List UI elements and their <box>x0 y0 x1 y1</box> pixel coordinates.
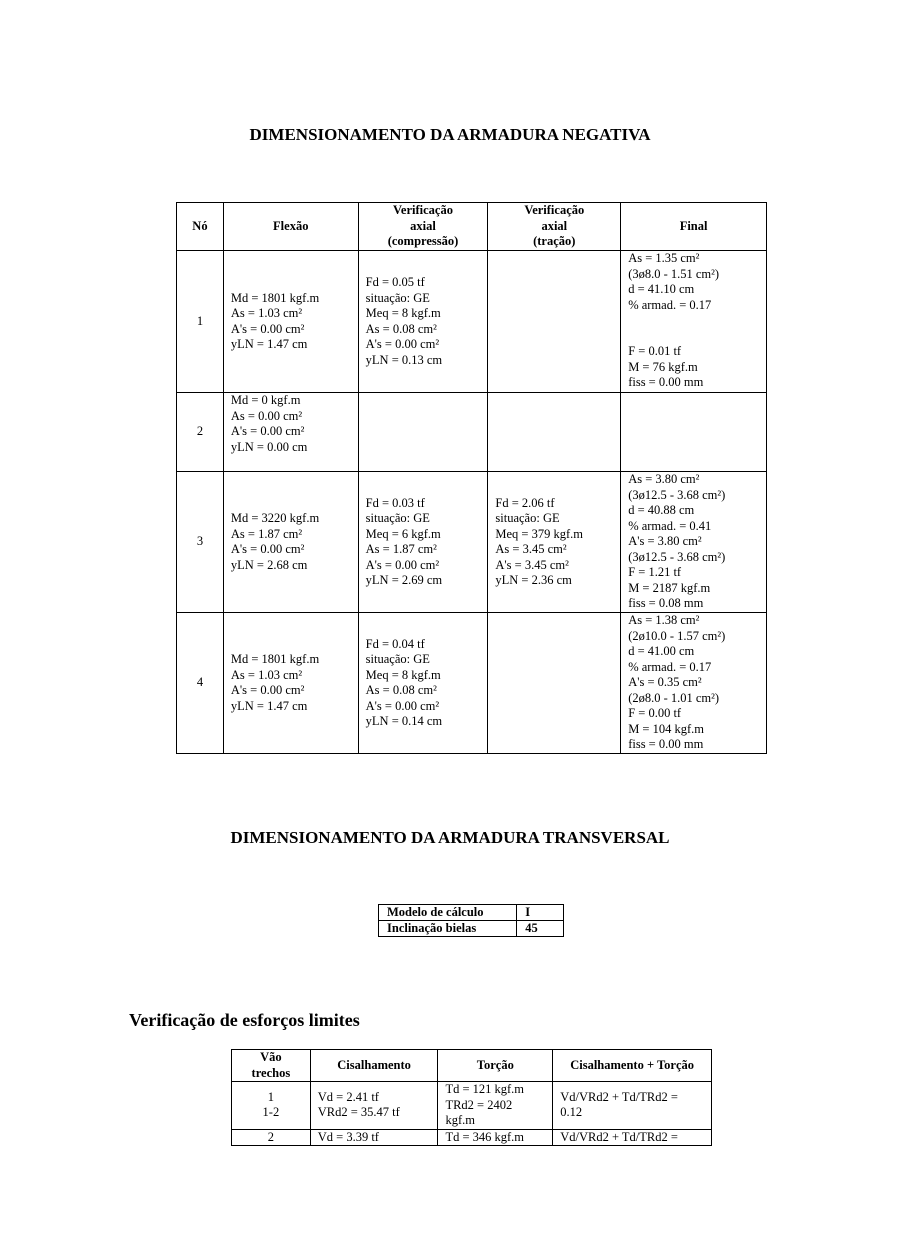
cell-line: fiss = 0.00 mm <box>628 737 704 751</box>
node-number: 2 <box>177 393 224 472</box>
cell-line: F = 1.21 tf <box>628 565 682 579</box>
transverse-reinforcement-title: DIMENSIONAMENTO DA ARMADURA TRANSVERSAL <box>230 828 670 847</box>
cell-line: yLN = 1.47 cm <box>230 337 308 351</box>
cell-line: A's = 0.35 cm² <box>628 675 702 689</box>
flexao-cell <box>223 613 358 754</box>
cell-line: (3ø12.5 - 3.68 cm²) <box>628 487 726 502</box>
cell-line: situação: GE <box>365 290 430 305</box>
cell-line: As = 1.87 cm² <box>365 542 437 556</box>
node-number: 4 <box>177 613 224 754</box>
tracao-cell <box>488 472 621 613</box>
header-torcao: Torção <box>438 1050 553 1082</box>
vao-cell <box>232 1082 311 1130</box>
cell-line: Fd = 0.05 tf <box>365 275 425 289</box>
cell-line: 2 <box>267 1129 274 1144</box>
cis-torcao-cell <box>553 1082 712 1130</box>
vao-cell <box>232 1129 311 1146</box>
cell-line: A's = 3.45 cm² <box>495 557 569 572</box>
cell-line: Fd = 0.04 tf <box>365 636 425 651</box>
header-vao: Vão trechos <box>232 1050 311 1082</box>
compressao-cell <box>358 613 488 754</box>
final-cell <box>621 251 767 393</box>
cell-line: yLN = 0.14 cm <box>365 714 443 728</box>
cell-line: As = 1.35 cm² <box>628 251 700 265</box>
cell-line: fiss = 0.00 mm <box>628 375 704 389</box>
spacer <box>628 313 759 344</box>
cell-line: (2ø10.0 - 1.57 cm²) <box>628 628 726 643</box>
cell-line: Meq = 8 kgf.m <box>365 667 441 682</box>
cell-line: d = 41.00 cm <box>628 644 695 658</box>
cell-line: As = 1.38 cm² <box>628 613 700 627</box>
limits-check-heading: Verificação de esforços limites <box>129 1010 360 1030</box>
cell-line: Td = 346 kgf.m <box>445 1129 525 1144</box>
torcao-cell <box>438 1129 553 1146</box>
cell-line: TRd2 = 2402 <box>445 1097 513 1112</box>
cell-line: As = 1.87 cm² <box>230 526 303 541</box>
cell-line: A's = 0.00 cm² <box>230 683 305 697</box>
header-cisalhamento: Cisalhamento <box>310 1050 438 1082</box>
cell-line: (3ø8.0 - 1.51 cm²) <box>628 266 720 281</box>
cell-line: As = 0.00 cm² <box>230 408 303 423</box>
node-number: 1 <box>177 251 224 393</box>
table-row <box>177 251 767 393</box>
flexao-cell <box>223 393 358 472</box>
compressao-cell <box>358 251 488 393</box>
header-flexao: Flexão <box>223 203 358 251</box>
cell-line: d = 41.10 cm <box>628 282 695 296</box>
cell-line: As = 0.08 cm² <box>365 683 437 697</box>
cell-line: kgf.m <box>445 1113 475 1127</box>
cell-line: Fd = 2.06 tf <box>495 495 555 510</box>
inclination-value: 45 <box>517 921 564 937</box>
cell-line: Md = 1801 kgf.m <box>230 652 320 666</box>
cell-line: VRd2 = 35.47 tf <box>317 1105 400 1120</box>
table-row <box>232 1082 712 1130</box>
table-row <box>232 1129 712 1146</box>
tracao-cell <box>488 393 621 472</box>
flexao-cell <box>223 251 358 393</box>
cell-line: A's = 0.00 cm² <box>230 321 305 336</box>
cell-line: As = 3.80 cm² <box>628 472 700 486</box>
negative-reinforcement-title: DIMENSIONAMENTO DA ARMADURA NEGATIVA <box>249 125 651 144</box>
table-row <box>177 393 767 472</box>
cell-line: Vd = 2.41 tf <box>317 1089 379 1104</box>
header-compressao: Verificação axial (compressão) <box>358 203 488 251</box>
cell-line: A's = 0.00 cm² <box>365 337 440 351</box>
final-cell <box>621 613 767 754</box>
cell-line: M = 76 kgf.m <box>628 359 698 374</box>
model-label: Modelo de cálculo <box>379 905 517 921</box>
model-value: I <box>517 905 564 921</box>
cell-line: Vd/VRd2 + Td/TRd2 = <box>560 1089 678 1104</box>
header-final: Final <box>621 203 767 251</box>
cell-line: yLN = 2.69 cm <box>365 573 443 587</box>
header-cis-torcao: Cisalhamento + Torção <box>553 1050 712 1082</box>
inclination-label: Inclinação bielas <box>379 921 517 937</box>
cell-line: As = 1.03 cm² <box>230 667 303 682</box>
cell-line: A's = 0.00 cm² <box>230 424 305 438</box>
cell-line: Md = 1801 kgf.m <box>230 290 320 305</box>
torcao-cell <box>438 1082 553 1130</box>
cell-line: Meq = 6 kgf.m <box>365 526 441 541</box>
compressao-cell <box>358 393 488 472</box>
cell-line: fiss = 0.08 mm <box>628 596 704 610</box>
cell-line: situação: GE <box>495 511 560 525</box>
inclination-row <box>379 921 564 937</box>
negative-reinforcement-table <box>176 202 767 754</box>
cell-line: As = 3.45 cm² <box>495 542 567 556</box>
limits-header-row <box>232 1050 712 1082</box>
cell-line: 1-2 <box>262 1105 280 1120</box>
cell-line: yLN = 1.47 cm <box>230 698 308 713</box>
cell-line: yLN = 0.13 cm <box>365 352 443 367</box>
cell-line: M = 104 kgf.m <box>628 721 704 736</box>
cell-line: d = 40.88 cm <box>628 503 695 517</box>
cell-line: situação: GE <box>365 652 430 666</box>
cisalhamento-cell <box>310 1082 438 1130</box>
table-header-row <box>177 203 767 251</box>
tracao-cell <box>488 613 621 754</box>
calculation-model-table <box>378 904 564 937</box>
compressao-cell <box>358 472 488 613</box>
cell-line: 1 <box>267 1089 274 1104</box>
flexao-cell <box>223 472 358 613</box>
header-tracao: Verificação axial (tração) <box>488 203 621 251</box>
cell-line: Vd/VRd2 + Td/TRd2 = <box>560 1129 678 1144</box>
cell-line: F = 0.01 tf <box>628 344 682 358</box>
table-row <box>177 613 767 754</box>
cell-line: Vd = 3.39 tf <box>317 1129 379 1144</box>
cell-line: % armad. = 0.41 <box>628 518 712 533</box>
limits-check-table <box>231 1049 712 1146</box>
model-row <box>379 905 564 921</box>
cell-line: 0.12 <box>560 1105 583 1120</box>
cell-line: (2ø8.0 - 1.01 cm²) <box>628 690 720 705</box>
cell-line: yLN = 2.68 cm <box>230 557 308 572</box>
cell-line: F = 0.00 tf <box>628 706 682 720</box>
cell-line: Td = 121 kgf.m <box>445 1082 525 1096</box>
cell-line: M = 2187 kgf.m <box>628 580 711 595</box>
cell-line: Meq = 379 kgf.m <box>495 526 583 541</box>
cell-line: A's = 0.00 cm² <box>365 698 440 713</box>
cell-line: situação: GE <box>365 511 430 525</box>
cell-line: As = 1.03 cm² <box>230 306 303 320</box>
cell-line: (3ø12.5 - 3.68 cm²) <box>628 549 726 564</box>
cell-line: yLN = 0.00 cm <box>230 439 308 454</box>
table-row <box>177 472 767 613</box>
cell-line: A's = 0.00 cm² <box>230 542 305 556</box>
final-cell <box>621 472 767 613</box>
header-no: Nó <box>177 203 224 251</box>
cisalhamento-cell <box>310 1129 438 1146</box>
cell-line: yLN = 2.36 cm <box>495 573 572 587</box>
cell-line: Md = 0 kgf.m <box>230 393 301 407</box>
cis-torcao-cell <box>553 1129 712 1146</box>
cell-line: % armad. = 0.17 <box>628 297 712 312</box>
cell-line: Md = 3220 kgf.m <box>230 511 320 525</box>
cell-line: Fd = 0.03 tf <box>365 495 425 510</box>
cell-line: A's = 0.00 cm² <box>365 557 440 572</box>
cell-line: A's = 3.80 cm² <box>628 534 702 548</box>
cell-line: % armad. = 0.17 <box>628 659 712 674</box>
final-cell <box>621 393 767 472</box>
cell-line: As = 0.08 cm² <box>365 321 437 336</box>
tracao-cell <box>488 251 621 393</box>
cell-line: Meq = 8 kgf.m <box>365 306 441 320</box>
node-number: 3 <box>177 472 224 613</box>
